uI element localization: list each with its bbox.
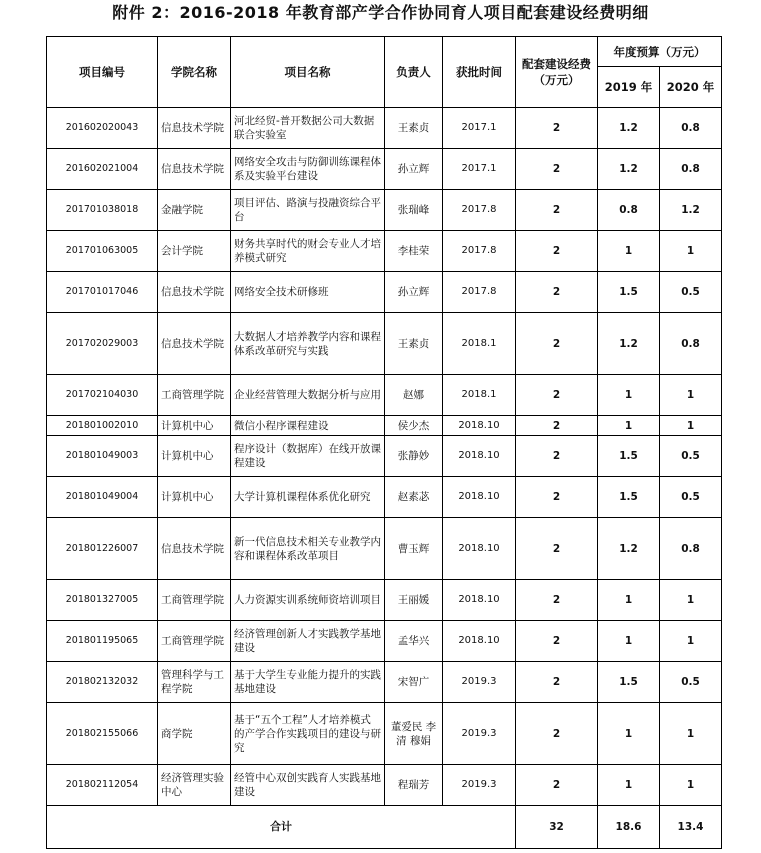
cell-college: 信息技术学院: [158, 108, 231, 149]
table-row: [47, 108, 722, 149]
cell-college: 工商管理学院: [158, 375, 231, 416]
cell-project-name: 河北经贸-普开数据公司大数据联合实验室: [231, 108, 385, 149]
cell-college: 工商管理学院: [158, 580, 231, 621]
cell-budget-2020: 0.8: [660, 518, 722, 580]
cell-project-id: 201802112054: [47, 765, 158, 806]
cell-budget-2020: 1: [660, 765, 722, 806]
cell-budget-2019: 1.5: [598, 436, 660, 477]
cell-funding: 2: [516, 765, 598, 806]
cell-budget-2020: 1.2: [660, 190, 722, 231]
cell-college: 计算机中心: [158, 477, 231, 518]
table-row: [47, 190, 722, 231]
cell-approved-date: 2017.1: [443, 149, 516, 190]
cell-budget-2019: 1: [598, 416, 660, 436]
cell-approved-date: 2018.10: [443, 477, 516, 518]
cell-budget-2020: 0.8: [660, 149, 722, 190]
header-annual-budget: 年度预算（万元）: [598, 37, 722, 67]
cell-project-name: 基于“五个工程”人才培养模式的产学合作实践项目的建设与研究: [231, 703, 385, 765]
header-2019: 2019 年: [598, 67, 660, 108]
cell-college: 会计学院: [158, 231, 231, 272]
cell-budget-2019: 1: [598, 580, 660, 621]
cell-person: 孟华兴: [385, 621, 443, 662]
cell-project-id: 201801327005: [47, 580, 158, 621]
table-row: [47, 436, 722, 477]
cell-project-id: 201702029003: [47, 313, 158, 375]
cell-budget-2020: 0.8: [660, 108, 722, 149]
cell-college: 信息技术学院: [158, 518, 231, 580]
cell-funding: 2: [516, 231, 598, 272]
cell-budget-2020: 1: [660, 580, 722, 621]
total-2019: 18.6: [598, 806, 660, 849]
cell-person: 王素贞: [385, 313, 443, 375]
cell-budget-2019: 1: [598, 765, 660, 806]
cell-person: 李桂荣: [385, 231, 443, 272]
cell-funding: 2: [516, 375, 598, 416]
cell-college: 信息技术学院: [158, 272, 231, 313]
cell-funding: 2: [516, 580, 598, 621]
table-row: [47, 662, 722, 703]
cell-funding: 2: [516, 703, 598, 765]
cell-project-name: 基于大学生专业能力提升的实践基地建设: [231, 662, 385, 703]
cell-budget-2020: 0.8: [660, 313, 722, 375]
cell-budget-2019: 1.2: [598, 149, 660, 190]
cell-approved-date: 2019.3: [443, 662, 516, 703]
cell-budget-2019: 1.5: [598, 477, 660, 518]
cell-person: 赵娜: [385, 375, 443, 416]
cell-funding: 2: [516, 518, 598, 580]
cell-funding: 2: [516, 416, 598, 436]
header-id: 项目编号: [47, 37, 158, 108]
cell-budget-2019: 0.8: [598, 190, 660, 231]
cell-college: 经济管理实验中心: [158, 765, 231, 806]
cell-budget-2020: 1: [660, 416, 722, 436]
cell-person: 孙立辉: [385, 149, 443, 190]
cell-approved-date: 2018.1: [443, 313, 516, 375]
cell-person: 孙立辉: [385, 272, 443, 313]
table-row: [47, 765, 722, 806]
cell-person: 侯少杰: [385, 416, 443, 436]
cell-approved-date: 2017.1: [443, 108, 516, 149]
cell-budget-2020: 0.5: [660, 436, 722, 477]
total-label: 合计: [47, 806, 516, 849]
cell-budget-2019: 1: [598, 621, 660, 662]
table-row: [47, 272, 722, 313]
total-2020: 13.4: [660, 806, 722, 849]
cell-project-name: 网络安全攻击与防御训练课程体系及实验平台建设: [231, 149, 385, 190]
cell-project-name: 企业经营管理大数据分析与应用: [231, 375, 385, 416]
cell-project-name: 微信小程序课程建设: [231, 416, 385, 436]
cell-approved-date: 2018.10: [443, 416, 516, 436]
cell-budget-2020: 1: [660, 231, 722, 272]
table-row: [47, 231, 722, 272]
cell-approved-date: 2018.10: [443, 580, 516, 621]
header-college: 学院名称: [158, 37, 231, 108]
cell-approved-date: 2019.3: [443, 765, 516, 806]
cell-budget-2020: 1: [660, 703, 722, 765]
cell-approved-date: 2018.10: [443, 621, 516, 662]
cell-project-name: 财务共享时代的财会专业人才培养模式研究: [231, 231, 385, 272]
cell-budget-2019: 1.2: [598, 313, 660, 375]
cell-project-name: 人力资源实训系统师资培训项目: [231, 580, 385, 621]
cell-person: 王丽媛: [385, 580, 443, 621]
cell-approved-date: 2019.3: [443, 703, 516, 765]
total-row: [47, 806, 722, 849]
cell-funding: 2: [516, 477, 598, 518]
cell-approved-date: 2017.8: [443, 272, 516, 313]
cell-project-name: 项目评估、路演与投融资综合平台: [231, 190, 385, 231]
cell-approved-date: 2017.8: [443, 190, 516, 231]
cell-funding: 2: [516, 108, 598, 149]
cell-person: 曹玉辉: [385, 518, 443, 580]
cell-funding: 2: [516, 313, 598, 375]
table-row: [47, 477, 722, 518]
header-project: 项目名称: [231, 37, 385, 108]
cell-project-name: 经济管理创新人才实践教学基地建设: [231, 621, 385, 662]
cell-project-id: 201702104030: [47, 375, 158, 416]
cell-project-id: 201802155066: [47, 703, 158, 765]
header-person: 负责人: [385, 37, 443, 108]
cell-budget-2020: 1: [660, 375, 722, 416]
cell-project-name: 大学计算机课程体系优化研究: [231, 477, 385, 518]
cell-project-id: 201602020043: [47, 108, 158, 149]
cell-budget-2019: 1.2: [598, 108, 660, 149]
cell-funding: 2: [516, 621, 598, 662]
cell-budget-2019: 1.2: [598, 518, 660, 580]
table-body: [47, 108, 722, 806]
cell-college: 商学院: [158, 703, 231, 765]
cell-college: 计算机中心: [158, 436, 231, 477]
table-row: [47, 703, 722, 765]
cell-project-name: 经管中心双创实践育人实践基地建设: [231, 765, 385, 806]
table-row: [47, 375, 722, 416]
cell-project-id: 201701038018: [47, 190, 158, 231]
cell-person: 宋智广: [385, 662, 443, 703]
cell-budget-2019: 1.5: [598, 272, 660, 313]
cell-project-id: 201802132032: [47, 662, 158, 703]
cell-project-id: 201801049004: [47, 477, 158, 518]
cell-college: 管理科学与工程学院: [158, 662, 231, 703]
cell-project-id: 201801002010: [47, 416, 158, 436]
cell-budget-2020: 0.5: [660, 662, 722, 703]
cell-person: 程瑞芳: [385, 765, 443, 806]
cell-college: 金融学院: [158, 190, 231, 231]
cell-person: 张瑞峰: [385, 190, 443, 231]
cell-project-id: 201701063005: [47, 231, 158, 272]
table-wrapper: [46, 36, 722, 849]
total-funding: 32: [516, 806, 598, 849]
cell-approved-date: 2018.10: [443, 436, 516, 477]
table-row: [47, 580, 722, 621]
cell-person: 董爱民 李清 穆娟: [385, 703, 443, 765]
cell-college: 计算机中心: [158, 416, 231, 436]
table-row: [47, 518, 722, 580]
table-row: [47, 416, 722, 436]
cell-person: 王素贞: [385, 108, 443, 149]
cell-budget-2020: 1: [660, 621, 722, 662]
table-row: [47, 621, 722, 662]
cell-funding: 2: [516, 272, 598, 313]
cell-project-id: 201801049003: [47, 436, 158, 477]
cell-budget-2019: 1: [598, 703, 660, 765]
cell-budget-2019: 1: [598, 375, 660, 416]
cell-budget-2019: 1: [598, 231, 660, 272]
header-funding: 配套建设经费（万元）: [516, 37, 598, 108]
header-approved: 获批时间: [443, 37, 516, 108]
cell-project-id: 201801226007: [47, 518, 158, 580]
cell-project-name: 网络安全技术研修班: [231, 272, 385, 313]
cell-project-id: 201801195065: [47, 621, 158, 662]
funding-table: [46, 36, 722, 849]
cell-approved-date: 2018.10: [443, 518, 516, 580]
cell-funding: 2: [516, 149, 598, 190]
cell-budget-2020: 0.5: [660, 477, 722, 518]
cell-approved-date: 2018.1: [443, 375, 516, 416]
cell-project-name: 程序设计（数据库）在线开放课程建设: [231, 436, 385, 477]
document-title: 附件 2：2016-2018 年教育部产学合作协同育人项目配套建设经费明细: [112, 3, 649, 22]
cell-budget-2019: 1.5: [598, 662, 660, 703]
cell-person: 赵素苾: [385, 477, 443, 518]
cell-person: 张静妙: [385, 436, 443, 477]
cell-budget-2020: 0.5: [660, 272, 722, 313]
cell-college: 信息技术学院: [158, 313, 231, 375]
cell-project-name: 大数据人才培养教学内容和课程体系改革研究与实践: [231, 313, 385, 375]
cell-funding: 2: [516, 436, 598, 477]
cell-college: 工商管理学院: [158, 621, 231, 662]
cell-funding: 2: [516, 190, 598, 231]
cell-project-name: 新一代信息技术相关专业教学内容和课程体系改革项目: [231, 518, 385, 580]
cell-approved-date: 2017.8: [443, 231, 516, 272]
cell-funding: 2: [516, 662, 598, 703]
cell-college: 信息技术学院: [158, 149, 231, 190]
cell-project-id: 201701017046: [47, 272, 158, 313]
cell-project-id: 201602021004: [47, 149, 158, 190]
header-2020: 2020 年: [660, 67, 722, 108]
table-row: [47, 313, 722, 375]
table-row: [47, 149, 722, 190]
